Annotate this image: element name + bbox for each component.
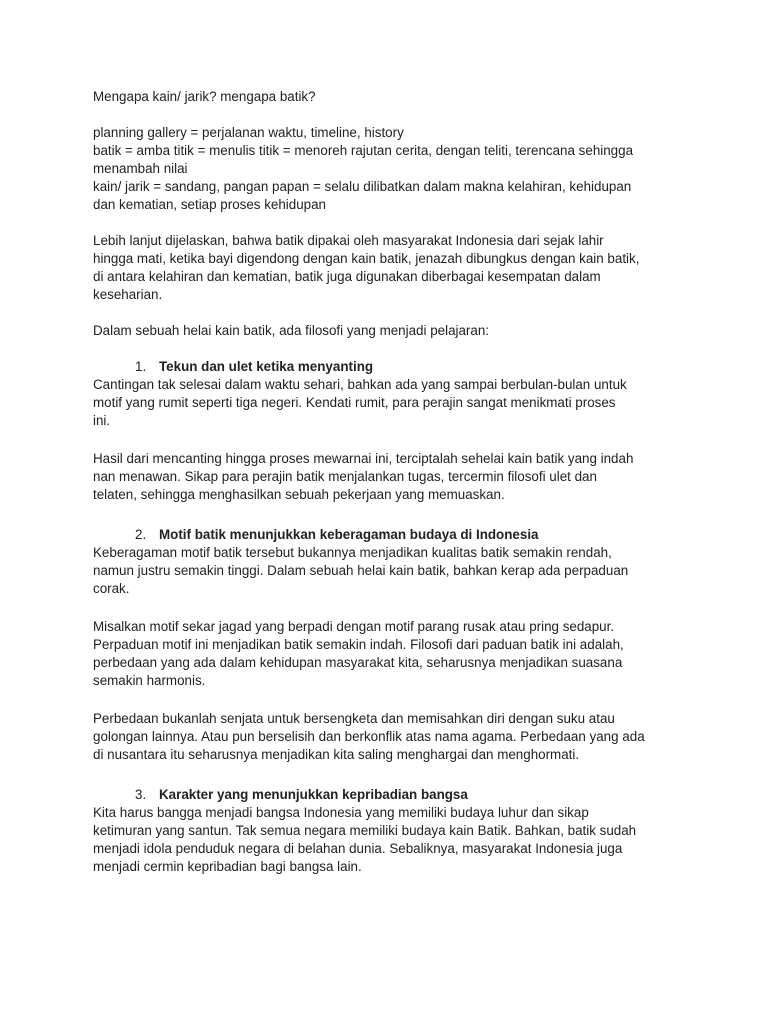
text-line: keseharian. — [93, 287, 163, 302]
definition-line: dan kematian, setiap proses kehidupan — [93, 197, 327, 212]
definition-line: menambah nilai — [93, 161, 188, 176]
text-line: ketimuran yang santun. Tak semua negara memiliki budaya kain Batik. Bahkan, batik sudah — [93, 823, 637, 838]
document-page — [93, 88, 683, 876]
item-paragraph — [93, 710, 683, 764]
text-line: Kita harus bangga menjadi bangsa Indonesia yang memiliki budaya luhur dan sikap — [93, 805, 589, 820]
text-line: golongan lainnya. Atau pun berselisih dan berkonflik atas nama agama. Perbedaan yang ada — [93, 729, 645, 744]
text-line: menjadi idola penduduk negara di belahan dunia. Sebaliknya, masyarakat Indonesia juga — [93, 841, 623, 856]
text-line: semakin harmonis. — [93, 673, 206, 688]
text-line: Cantingan tak selesai dalam waktu sehari, bahkan ada yang sampai berbulan-bulan untuk — [93, 377, 627, 392]
list-item-1 — [93, 358, 683, 504]
text-line: Keberagaman motif batik tersebut bukannya menjadikan kualitas batik semakin rendah, — [93, 545, 612, 560]
list-number: 1. — [135, 359, 147, 374]
text-line: Perbedaan bukanlah senjata untuk bersengketa dan memisahkan diri dengan suku atau — [93, 711, 615, 726]
list-title: Motif batik menunjukkan keberagaman budaya di Indonesia — [159, 527, 539, 542]
list-number: 3. — [135, 787, 147, 802]
text-line: Hasil dari mencanting hingga proses mewarnai ini, terciptalah sehelai kain batik yang indah — [93, 451, 634, 466]
question-heading — [93, 88, 683, 106]
text-line: di nusantara itu seharusnya menjadikan kita saling menghargai dan menghormati. — [93, 747, 580, 762]
item-paragraph — [93, 804, 683, 876]
text-line: Lebih lanjut dijelaskan, bahwa batik dipakai oleh masyarakat Indonesia dari sejak lahir — [93, 233, 604, 248]
text-line: di antara kelahiran dan kematian, batik juga digunakan diberbagai kesempatan dalam — [93, 269, 601, 284]
intro-paragraph — [93, 232, 683, 304]
item-paragraph — [93, 618, 683, 690]
text-line: Perpaduan motif ini menjadikan batik semakin indah. Filosofi dari paduan batik ini adalah, — [93, 637, 624, 652]
list-item-3 — [93, 786, 683, 876]
definition-line: kain/ jarik = sandang, pangan papan = selalu dilibatkan dalam makna kelahiran, kehidupan — [93, 179, 632, 194]
text-line: corak. — [93, 581, 130, 596]
list-heading — [93, 526, 683, 544]
list-number: 2. — [135, 527, 147, 542]
list-title: Karakter yang menunjukkan kepribadian bangsa — [159, 787, 468, 802]
text-line: perbedaan yang ada dalam kehidupan masyarakat kita, seharusnya menjadikan suasana — [93, 655, 623, 670]
text-line: hingga mati, ketika bayi digendong dengan kain batik, jenazah dibungkus dengan kain batik, — [93, 251, 640, 266]
text-line: namun justru semakin tinggi. Dalam sebuah helai kain batik, bahkan kerap ada perpaduan — [93, 563, 629, 578]
list-item-2 — [93, 526, 683, 764]
definitions-block — [93, 124, 683, 214]
text-line: nan menawan. Sikap para perajin batik menjalankan tugas, tercermin filosofi ulet dan — [93, 469, 597, 484]
philosophy-intro — [93, 322, 683, 340]
definition-line: batik = amba titik = menulis titik = menoreh rajutan cerita, dengan teliti, terencana sehingga — [93, 143, 634, 158]
item-paragraph — [93, 450, 683, 504]
list-title: Tekun dan ulet ketika menyanting — [159, 359, 374, 374]
text-line: Dalam sebuah helai kain batik, ada filosofi yang menjadi pelajaran: — [93, 323, 490, 338]
text-line: motif yang rumit seperti tiga negeri. Kendati rumit, para perajin sangat menikmati proses — [93, 395, 616, 410]
text-line: Misalkan motif sekar jagad yang berpadi dengan motif parang rusak atau pring sedapur. — [93, 619, 615, 634]
text-line: Mengapa kain/ jarik? mengapa batik? — [93, 89, 316, 104]
item-paragraph — [93, 544, 683, 598]
list-heading — [93, 786, 683, 804]
text-line: telaten, sehingga menghasilkan sebuah pekerjaan yang memuaskan. — [93, 487, 505, 502]
text-line: menjadi cermin kepribadian bagi bangsa lain. — [93, 859, 362, 874]
text-line: ini. — [93, 413, 111, 428]
definition-line: planning gallery = perjalanan waktu, timeline, history — [93, 125, 404, 140]
item-paragraph — [93, 376, 683, 430]
list-heading — [93, 358, 683, 376]
